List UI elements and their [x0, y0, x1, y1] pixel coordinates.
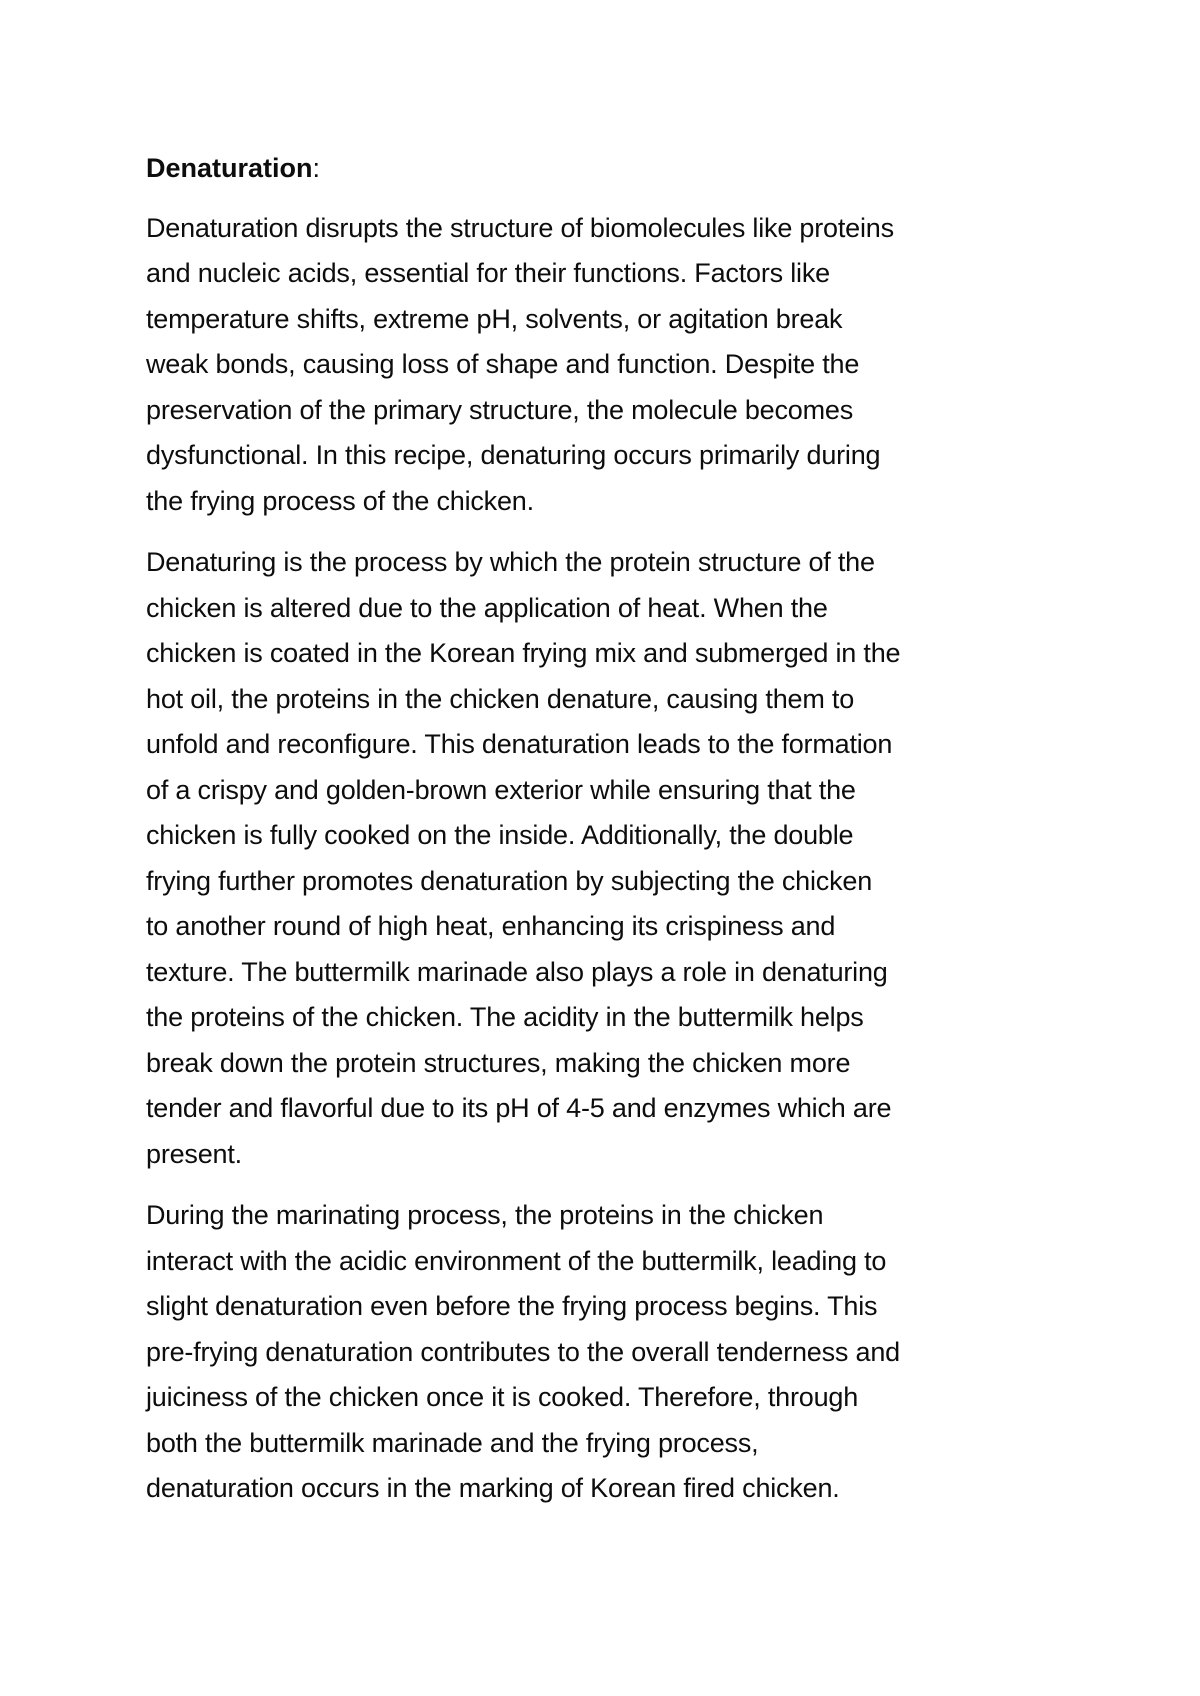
paragraph-3: During the marinating process, the proteins in the chicken interact with the acidic environment of the buttermilk, leading to slight denaturation even before the frying process begins. This pre-frying denaturation contributes to the overall tenderness and juiciness of the chicken once it is cooked. Therefore, through both the buttermilk marinade and the frying process, denaturation occurs in the marking of Korean fired chicken. — [146, 1200, 900, 1503]
section-heading — [146, 146, 1076, 192]
document-body — [146, 146, 1076, 1528]
section-heading-colon: : — [312, 153, 321, 183]
section-heading-text: Denaturation — [146, 153, 313, 183]
paragraph-2: Denaturing is the process by which the protein structure of the chicken is altered due to the application of heat. When the chicken is coated in the Korean frying mix and submerged in the hot oil, the proteins in the chicken denature, causing them to unfold and reconfigure. This denaturation leads to the formation of a crispy and golden-brown exterior while ensuring that the chicken is fully cooked on the inside. Additionally, the double frying further promotes denaturation by subjecting the chicken to another round of high heat, enhancing its crispiness and texture. The buttermilk marinade also plays a role in denaturing the proteins of the chicken. The acidity in the buttermilk helps break down the protein structures, making the chicken more tender and flavorful due to its pH of 4-5 and enzymes which are present. — [146, 547, 901, 1169]
paragraph-1: Denaturation disrupts the structure of biomolecules like proteins and nucleic acids, essential for their functions. Factors like temperature shifts, extreme pH, solvents, or agitation break weak bonds, causing loss of shape and function. Despite the preservation of the primary structure, the molecule becomes dysfunctional. In this recipe, denaturing occurs primarily during the frying process of the chicken. — [146, 212, 894, 516]
